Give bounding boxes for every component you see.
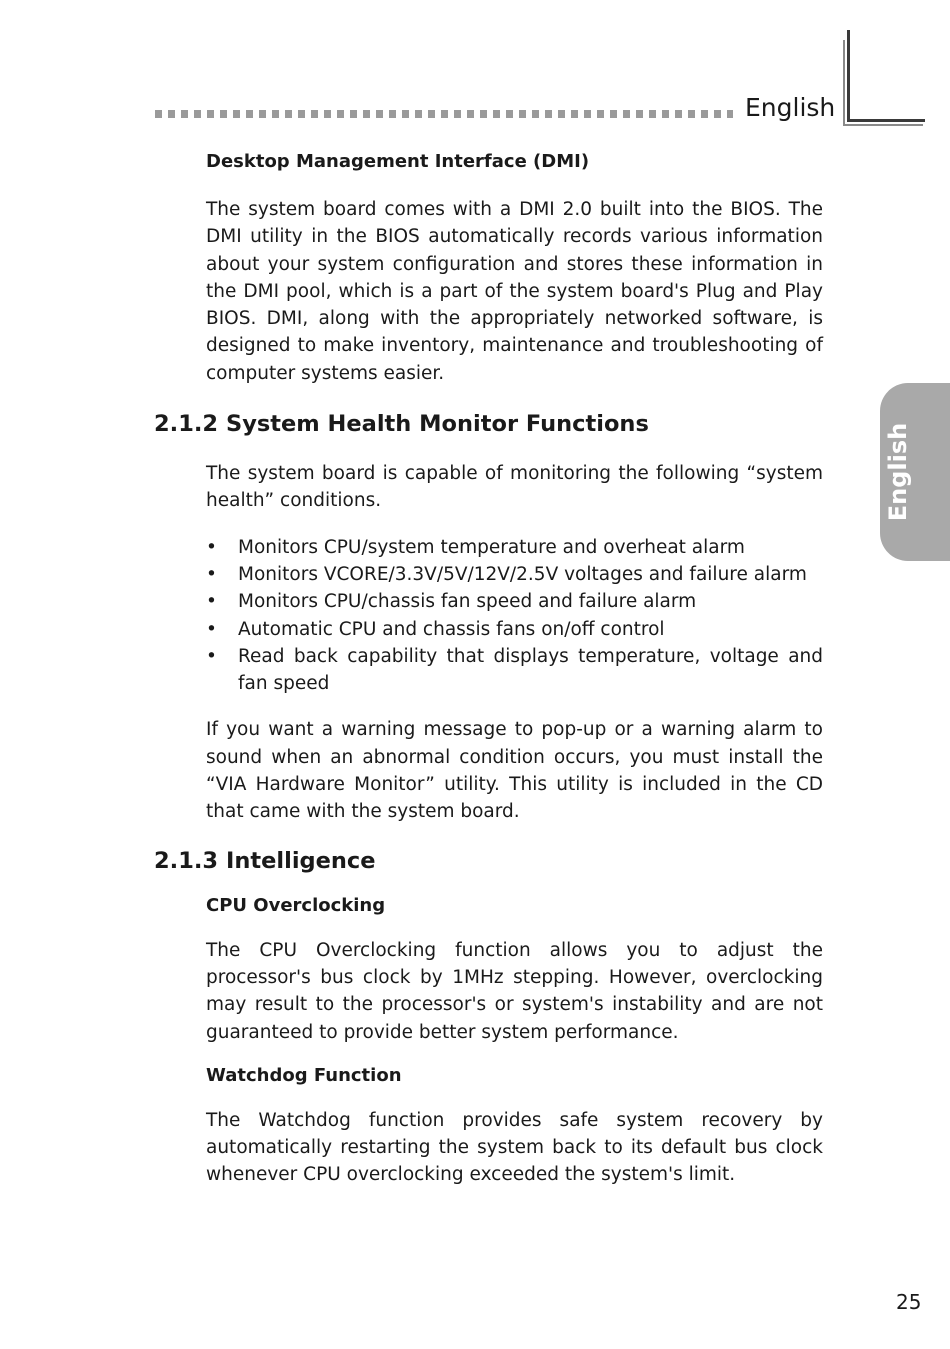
section-number: 2.1.3 (154, 847, 219, 874)
dmi-heading: Desktop Management Interface (DMI) (206, 151, 590, 172)
list-item (206, 534, 823, 561)
bullet-icon: • (206, 618, 217, 640)
corner-mark-horizontal (847, 119, 925, 122)
list-item-text: Automatic CPU and chassis fans on/off control (238, 618, 665, 640)
bullet-icon: • (206, 645, 217, 667)
list-item-text: Monitors VCORE/3.3V/5V/12V/2.5V voltages and failure alarm (238, 563, 807, 585)
list-item (206, 616, 823, 643)
corner-mark-vertical-shadow (843, 40, 845, 126)
page-number: 25 (896, 1290, 922, 1314)
header-dotted-rule (155, 110, 733, 118)
list-item-text: Monitors CPU/chassis fan speed and failure alarm (238, 591, 697, 613)
health-bullet-list (206, 534, 823, 698)
health-intro-paragraph: The system board is capable of monitoring the following “system health” conditions. (206, 463, 823, 512)
list-item-text: Read back capability that displays temperature, voltage and fan speed (238, 645, 823, 695)
list-item-text: Monitors CPU/system temperature and overheat alarm (238, 536, 745, 558)
corner-mark-horizontal-shadow (843, 124, 923, 126)
health-section-heading (154, 409, 823, 439)
intelligence-section-heading (154, 846, 823, 876)
section-number: 2.1.2 (154, 411, 219, 438)
header-language-label: English (745, 93, 836, 122)
section-title: System Health Monitor Functions (226, 411, 649, 438)
bullet-icon: • (206, 591, 217, 613)
list-item (206, 588, 823, 615)
section-title: Intelligence (226, 847, 376, 874)
language-side-tab (880, 383, 950, 561)
watchdog-paragraph: The Watchdog function provides safe system recovery by automatically restarting the system back to its default bus clock whenever CPU overclocking exceeded the system's limit. (206, 1109, 823, 1186)
bullet-icon: • (206, 563, 217, 585)
dmi-paragraph: The system board comes with a DMI 2.0 built into the BIOS. The DMI utility in the BIOS automatically records various information about your system configuration and stores these information in the DMI pool, which is a part of the system board's Plug and Play BIOS. DMI, along with the appropriately networked software, is designed to make inventory, maintenance and troubleshooting of computer systems easier. (206, 199, 823, 384)
health-outro-paragraph: If you want a warning message to pop-up or a warning alarm to sound when an abnormal condition occurs, you must install the “VIA Hardware Monitor” utility. This utility is included in the CD that came with the system board. (206, 719, 823, 823)
bullet-icon: • (206, 536, 217, 558)
cpu-overclocking-heading: CPU Overclocking (206, 894, 386, 916)
page-content (154, 148, 823, 1189)
watchdog-heading: Watchdog Function (206, 1064, 402, 1086)
list-item (206, 561, 823, 588)
side-tab-label: English (884, 422, 912, 522)
list-item (206, 643, 823, 698)
corner-mark-vertical (847, 30, 850, 122)
cpu-overclocking-paragraph: The CPU Overclocking function allows you to adjust the processor's bus clock by 1MHz stepping. However, overclocking may result to the processor's or system's instability and are not guaranteed to provide better system performance. (206, 939, 823, 1043)
